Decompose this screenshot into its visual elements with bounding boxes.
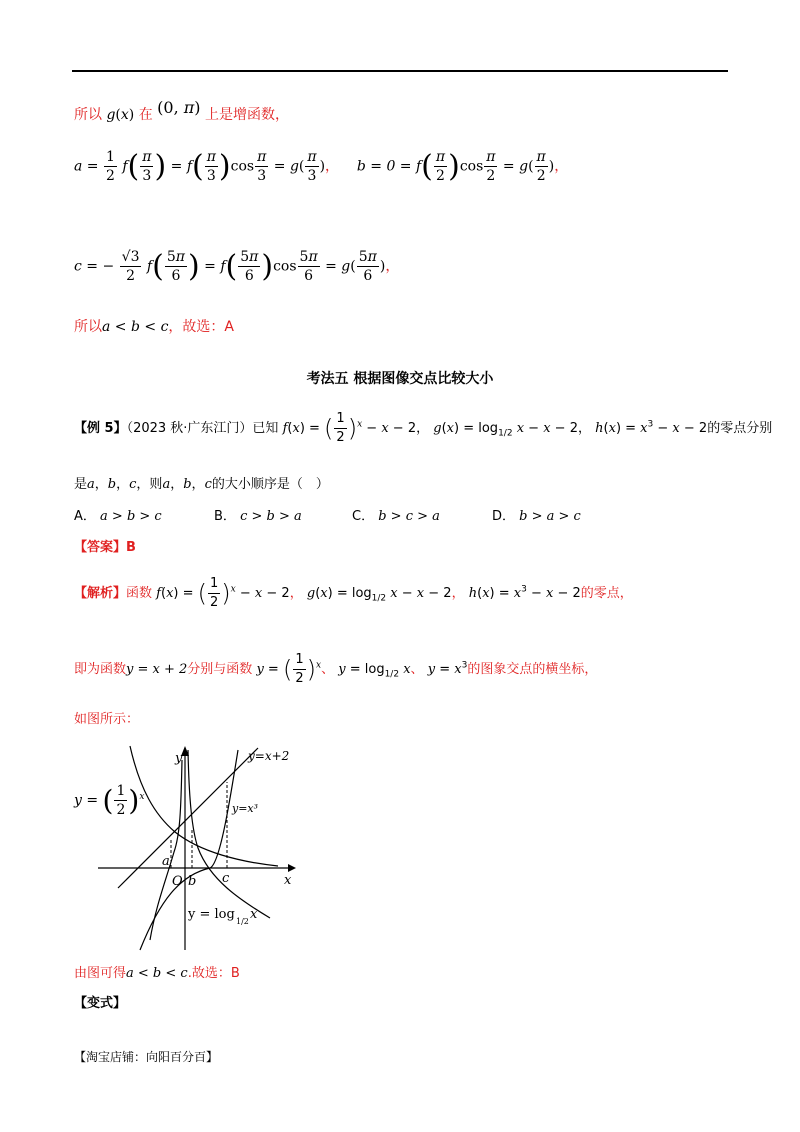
label-c: c <box>222 871 230 886</box>
label-log: y = log <box>188 907 235 922</box>
conclusion-choose-b: 由图可得a < b < c.故选：B <box>74 966 240 981</box>
answer-label: 【答案】B <box>74 540 136 555</box>
equation-c: c = − $\frac{√3}{2}$ f( $\frac{5\pi}{6}$ ) = f( $\frac{5\pi}{6}$ )cos $\frac{5\pi}{6}$ = g( $\frac{5\pi}{6}$ )， <box>74 249 400 284</box>
option-a[interactable]: A． a > b > c <box>74 509 162 524</box>
label-log-base: 1/2 <box>236 917 249 926</box>
x-axis-arrow <box>288 864 296 872</box>
log-left-branch <box>150 760 182 940</box>
label-log-arg: x <box>250 907 258 922</box>
option-c[interactable]: C． b > c > a <box>352 509 440 524</box>
conclusion-choose-a: 所以a < b < c，故选：A <box>74 319 234 335</box>
label-x: x <box>284 873 292 888</box>
option-b[interactable]: B． c > b > a <box>214 509 302 524</box>
equation-a-b: a = $\frac{1}{2}$ f( $\frac{\pi}{3}$ ) = f( $\frac{\pi}{3}$ )cos $\frac{\pi}{3}$ = g( $\frac{\pi}{3}$ )， b = 0 = f( $\frac{\pi}{2}$ )cos $\frac{\pi}{2}$ = g( $\frac{\pi}{2}$ )， <box>74 149 569 184</box>
function-graph <box>70 740 300 955</box>
header-rule <box>72 70 728 72</box>
label-a: a <box>162 854 170 869</box>
log-curve <box>188 750 270 918</box>
analysis-line-2: 即为函数y = x + 2分别与函数 y = ( $\frac{1}{2}$ )$^x$、 $y = \log_{1/2} x$、 $y = x^3$的图象交点的横坐标， <box>74 652 598 686</box>
label-cubic: y=x³ <box>232 802 259 815</box>
variant-label: 【变式】 <box>74 996 127 1011</box>
label-line: y=x+2 <box>248 749 290 763</box>
label-origin: O <box>172 874 183 889</box>
label-exp-function: y = ( $\frac{1}{2}$ )$^x$ <box>74 783 145 818</box>
label-y: y <box>175 751 183 766</box>
conclusion-increasing: 所以 g(x) 在 (0, π) 上是增函数， <box>74 98 289 123</box>
footer-shop: 【淘宝店铺：向阳百分百】 <box>74 1050 219 1064</box>
section-title: 考法五 根据图像交点比较大小 <box>306 371 494 387</box>
option-d[interactable]: D． b > a > c <box>492 509 581 524</box>
label-b: b <box>188 874 197 889</box>
figure-caption: 如图所示： <box>74 712 140 727</box>
example-line-1: 【例 5】（2023 秋·广东江门）已知 f(x) = ( $\frac{1}{2}$ )$^x$ − x − 2， $g(x) = \log_{1/2} x - x - 2$， $h(x) = x^3 - x - 2$的零点分别 <box>74 411 773 445</box>
example-line-2: 是a，b，c，则a，b，c的大小顺序是（ ） <box>74 477 329 492</box>
analysis-line: 【解析】函数 f(x) = ( $\frac{1}{2}$ )$^x$ − x − 2， $g(x) = \log_{1/2} x - x - 2$， $h(x) = x^3 - x - 2$的零点， <box>74 576 633 610</box>
